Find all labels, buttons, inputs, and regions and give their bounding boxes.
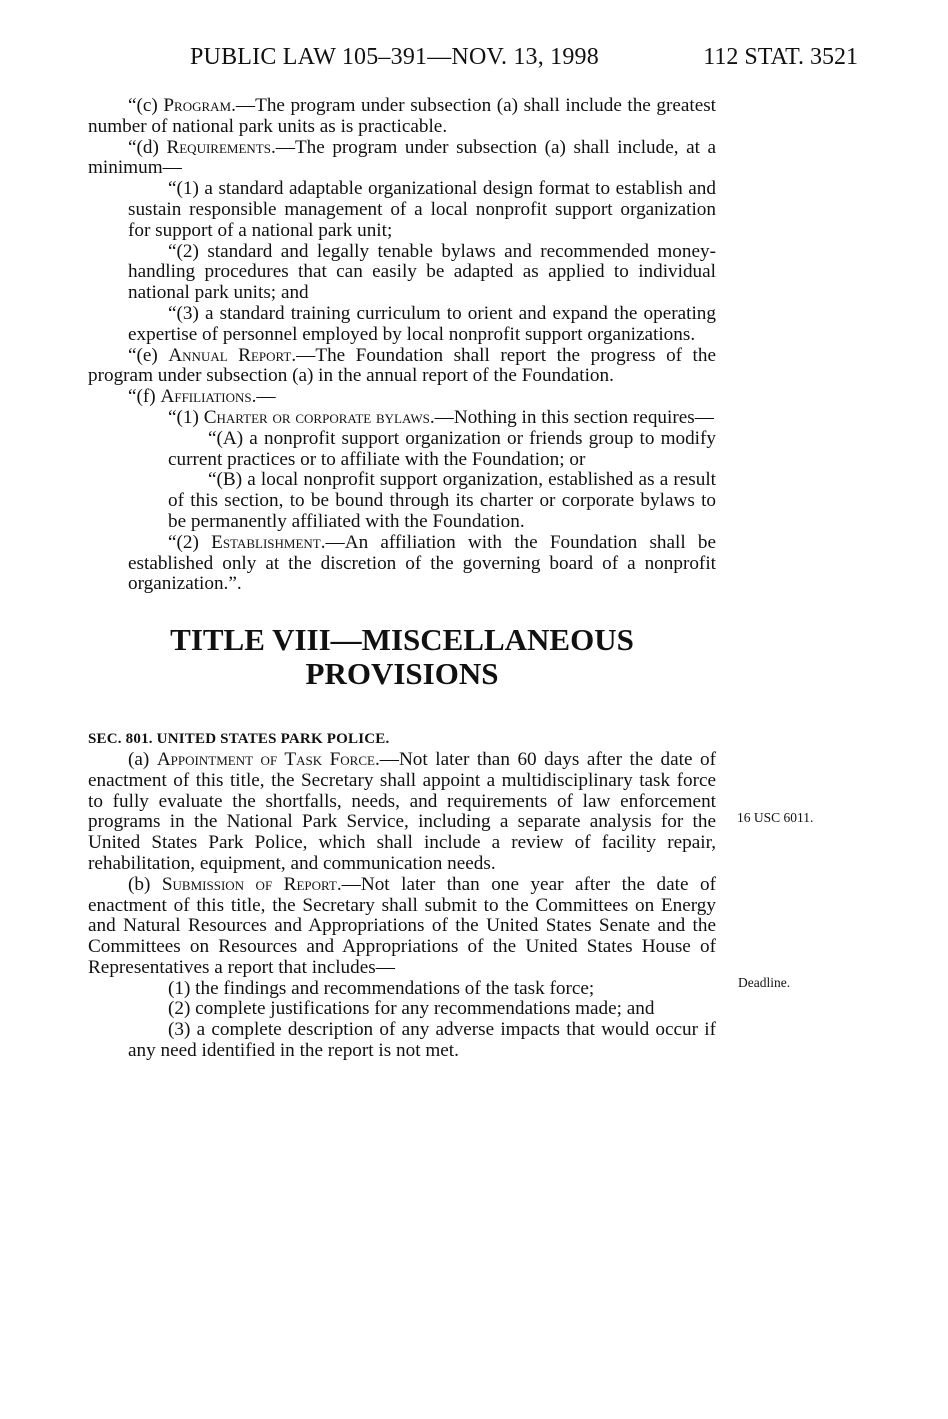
- document-body: [88, 96, 716, 1062]
- subsection-heading: Appointment of Task Force: [156, 748, 375, 770]
- subsection-801a: (a) Appointment of Task Force.—Not later than 60 days after the date of enactment of this title, the Secretary shall appoint a multidisciplinary task force to fully evaluate the shortfalls, needs, and requirements of law enforcement programs in the National Park Service, including a separate analysis for the United States Park Police, which shall include a review of facility repair, rehabilitation, equipment, and communication needs.: [88, 748, 716, 874]
- paragraph-801b3: (3) a complete description of any adverse impacts that would occur if any need identified in the report is not met.: [128, 1019, 716, 1062]
- title-heading-line2: PROVISIONS: [305, 656, 499, 692]
- subsection-801b: (b) Submission of Report.—Not later than one year after the date of enactment of this title, the Secretary shall submit to the Committees on Energy and Natural Resources and Appropriations of the United States Senate and the Committees on Resources and Appropriations of the United States House of Representatives a report that includes—: [88, 873, 716, 978]
- paragraph-heading: Establishment: [211, 531, 321, 553]
- paragraph-heading: Charter or corporate bylaws: [203, 406, 430, 428]
- paragraph-d3: “(3) a standard training curriculum to orient and expand the operating expertise of personnel employed by local nonprofit support organizations.: [128, 302, 716, 345]
- subsection-c: “(c) Program.—The program under subsection (a) shall include the greatest number of national park units as is practicable.: [88, 95, 717, 137]
- subsection-heading: Program: [163, 95, 232, 116]
- subsection-heading: Annual Report: [168, 344, 292, 366]
- title-heading: [88, 623, 716, 691]
- subsection-d: “(d) Requirements.—The program under subsection (a) shall include, at a minimum—: [88, 136, 716, 179]
- margin-citation: 16 USC 6011.: [737, 810, 814, 825]
- subsection-heading: Requirements: [166, 136, 271, 158]
- running-title: PUBLIC LAW 105–391—NOV. 13, 1998: [190, 44, 599, 70]
- section-heading: SEC. 801. UNITED STATES PARK POLICE.: [88, 731, 390, 748]
- subparagraph-fA: “(A) a nonprofit support organization or friends group to modify current practices or to affiliate with the Foundation; or: [168, 427, 716, 470]
- paragraph-801b1: (1) the findings and recommendations of the task force;: [168, 977, 595, 999]
- paragraph-d2: “(2) standard and legally tenable bylaws and recommended money-handling procedures that can easily be adapted as applied to individual national park units; and: [128, 240, 716, 304]
- page-header: [88, 44, 858, 74]
- paragraph-f2: “(2) Establishment.—An affiliation with the Foundation shall be established only at the discretion of the governing board of a nonprofit organization.”.: [128, 531, 716, 595]
- title-heading-line1: TITLE VIII—MISCELLANEOUS: [170, 622, 634, 658]
- subsection-heading: Submission of Report: [161, 873, 337, 895]
- margin-deadline-note: Deadline.: [738, 975, 791, 990]
- subsection-heading: Affiliations: [160, 386, 252, 408]
- subsection-f: “(f) Affiliations.—: [128, 386, 276, 408]
- paragraph-d1: “(1) a standard adaptable organizational design format to establish and sustain responsible management of a local nonprofit support organization for support of a national park unit;: [128, 178, 716, 241]
- paragraph-f1: “(1) Charter or corporate bylaws.—Nothing in this section requires—: [168, 406, 714, 428]
- paragraph-801b2: (2) complete justifications for any recommendations made; and: [168, 998, 655, 1020]
- statute-page-number: 112 STAT. 3521: [703, 44, 858, 70]
- subparagraph-fB: “(B) a local nonprofit support organization, established as a result of this section, to be bound through its charter or corporate bylaws to be permanently affiliated with the Foundation.: [168, 469, 716, 532]
- subsection-e: “(e) Annual Report.—The Foundation shall report the progress of the program under subsection (a) in the annual report of the Foundation.: [88, 344, 717, 387]
